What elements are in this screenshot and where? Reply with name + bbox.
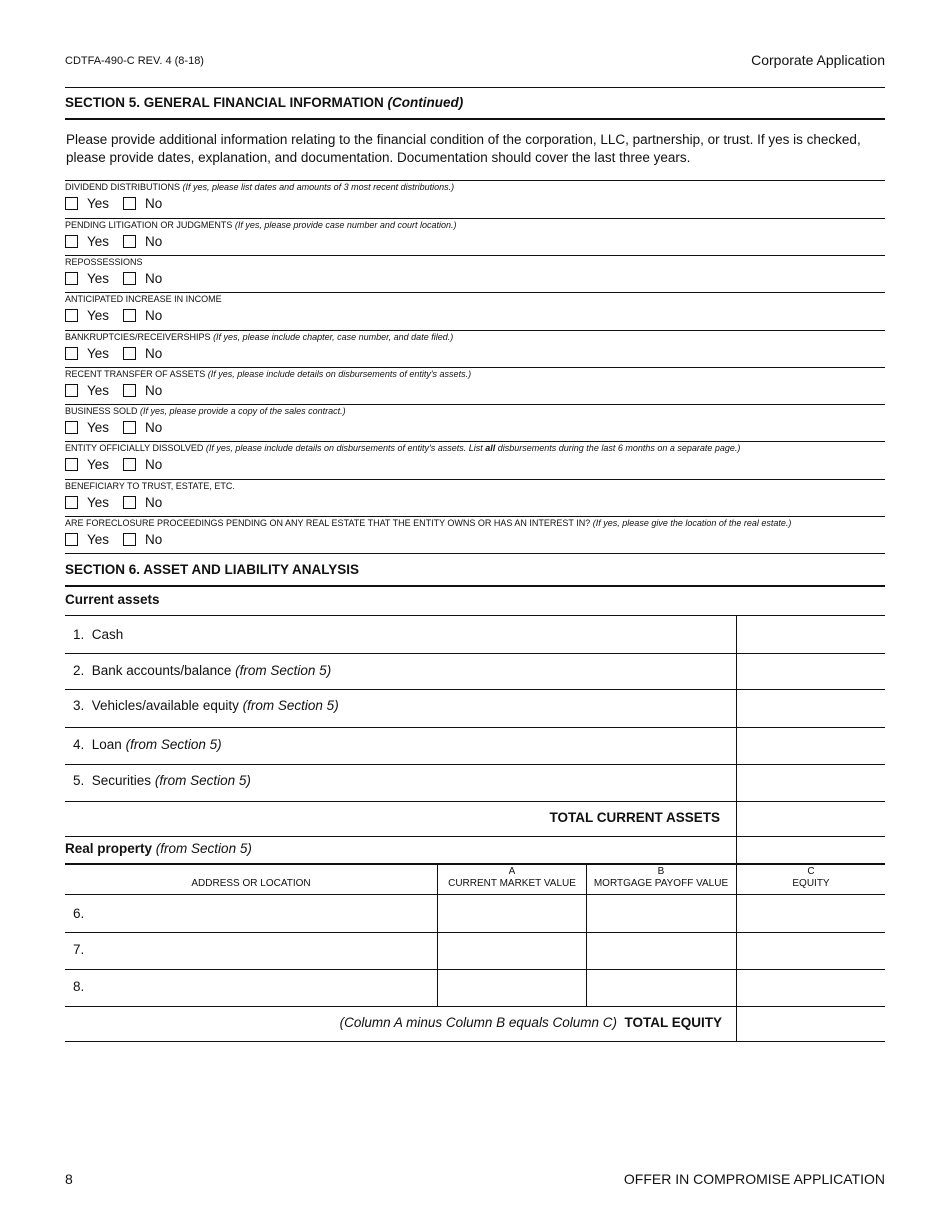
section5-title: SECTION 5. GENERAL FINANCIAL INFORMATION (Continued) bbox=[65, 95, 464, 110]
no-checkbox[interactable] bbox=[123, 347, 136, 360]
divider bbox=[65, 87, 885, 88]
property-row: 8. bbox=[65, 969, 885, 1007]
property-row: 6. bbox=[65, 894, 885, 933]
yes-checkbox[interactable] bbox=[65, 458, 78, 471]
asset-row-securities: 5. Securities (from Section 5) bbox=[65, 764, 885, 802]
address-field[interactable] bbox=[95, 933, 435, 969]
total-equity-row bbox=[65, 1006, 885, 1042]
section5-intro: Please provide additional information relating to the financial condition of the corporation, LLC, partnership, or trust. If yes is checked, please provide dates, explanation, and documentation. Documentation should cover the last three years. bbox=[66, 132, 861, 165]
total-equity-field[interactable] bbox=[737, 1007, 884, 1041]
yes-checkbox[interactable] bbox=[65, 384, 78, 397]
question-foreclosure bbox=[65, 516, 885, 554]
no-label: No bbox=[145, 495, 163, 510]
vehicles-amount-field[interactable] bbox=[737, 690, 884, 727]
real-property-row bbox=[65, 836, 885, 864]
mortgage-payoff-column-header: B MORTGAGE PAYOFF VALUE bbox=[593, 866, 729, 889]
question-label: PENDING LITIGATION OR JUDGMENTS (If yes, please provide case number and court location.) bbox=[65, 220, 457, 230]
mortgage-payoff-field[interactable] bbox=[587, 895, 734, 932]
no-checkbox[interactable] bbox=[123, 458, 136, 471]
mortgage-payoff-field[interactable] bbox=[587, 970, 734, 1006]
real-property-label: Real property bbox=[65, 841, 153, 856]
question-label: BANKRUPTCIES/RECEIVERSHIPS (If yes, please include chapter, case number, and date filed.) bbox=[65, 332, 454, 342]
question-label: DIVIDEND DISTRIBUTIONS (If yes, please list dates and amounts of 3 most recent distributions.) bbox=[65, 182, 455, 192]
question-entity-dissolved bbox=[65, 441, 885, 479]
yes-label: Yes bbox=[87, 308, 110, 323]
yes-label: Yes bbox=[87, 271, 110, 286]
yes-checkbox[interactable] bbox=[65, 496, 78, 509]
address-field[interactable] bbox=[95, 970, 435, 1006]
no-label: No bbox=[145, 234, 163, 249]
asset-row-loan: 4. Loan (from Section 5) bbox=[65, 727, 885, 765]
bank-accounts-amount-field[interactable] bbox=[737, 654, 884, 689]
yes-checkbox[interactable] bbox=[65, 421, 78, 434]
question-repossessions bbox=[65, 255, 885, 293]
page-number: 8 bbox=[65, 1171, 73, 1187]
question-pending-litigation bbox=[65, 218, 885, 256]
question-business-sold bbox=[65, 404, 885, 442]
mortgage-payoff-field[interactable] bbox=[587, 933, 734, 969]
form-page bbox=[65, 0, 885, 1230]
no-checkbox[interactable] bbox=[123, 235, 136, 248]
question-label: RECENT TRANSFER OF ASSETS (If yes, please include details on disbursements of entity's assets.) bbox=[65, 369, 472, 379]
divider bbox=[65, 585, 885, 587]
yes-label: Yes bbox=[87, 196, 110, 211]
no-checkbox[interactable] bbox=[123, 496, 136, 509]
no-label: No bbox=[145, 346, 163, 361]
address-field[interactable] bbox=[95, 895, 435, 932]
divider bbox=[65, 863, 885, 865]
total-current-assets-row bbox=[65, 801, 885, 837]
no-checkbox[interactable] bbox=[123, 421, 136, 434]
question-label: ARE FORECLOSURE PROCEEDINGS PENDING ON ANY REAL ESTATE THAT THE ENTITY OWNS OR HAS AN INTEREST IN? (If yes, please give the location of the real estate.) bbox=[65, 518, 792, 528]
address-column-header: ADDRESS OR LOCATION bbox=[191, 878, 311, 889]
footer-title: OFFER IN COMPROMISE APPLICATION bbox=[623, 1171, 885, 1187]
no-label: No bbox=[145, 308, 163, 323]
equity-formula-note: (Column A minus Column B equals Column C) bbox=[339, 1015, 617, 1030]
asset-row-vehicles: 3. Vehicles/available equity (from Section 5) bbox=[65, 689, 885, 728]
total-current-assets-field[interactable] bbox=[737, 802, 884, 836]
no-checkbox[interactable] bbox=[123, 197, 136, 210]
yes-checkbox[interactable] bbox=[65, 533, 78, 546]
question-label: BUSINESS SOLD (If yes, please provide a copy of the sales contract.) bbox=[65, 406, 346, 416]
yes-checkbox[interactable] bbox=[65, 347, 78, 360]
yes-checkbox[interactable] bbox=[65, 235, 78, 248]
yes-checkbox[interactable] bbox=[65, 309, 78, 322]
asset-row-cash: 1. Cash bbox=[65, 615, 885, 654]
question-label: ANTICIPATED INCREASE IN INCOME bbox=[65, 294, 222, 304]
no-label: No bbox=[145, 383, 163, 398]
no-label: No bbox=[145, 271, 163, 286]
loan-amount-field[interactable] bbox=[737, 728, 884, 764]
question-label: REPOSSESSIONS bbox=[65, 257, 143, 267]
equity-field[interactable] bbox=[737, 970, 884, 1006]
market-value-field[interactable] bbox=[438, 895, 585, 932]
form-id: CDTFA-490-C REV. 4 (8-18) bbox=[65, 55, 204, 67]
yes-checkbox[interactable] bbox=[65, 197, 78, 210]
question-recent-transfer bbox=[65, 367, 885, 405]
market-value-field[interactable] bbox=[438, 970, 585, 1006]
yes-label: Yes bbox=[87, 234, 110, 249]
no-label: No bbox=[145, 532, 163, 547]
no-checkbox[interactable] bbox=[123, 309, 136, 322]
question-beneficiary bbox=[65, 479, 885, 517]
equity-field[interactable] bbox=[737, 895, 884, 932]
yes-checkbox[interactable] bbox=[65, 272, 78, 285]
no-checkbox[interactable] bbox=[123, 272, 136, 285]
equity-column-header: C EQUITY bbox=[792, 866, 830, 889]
yes-label: Yes bbox=[87, 495, 110, 510]
securities-amount-field[interactable] bbox=[737, 765, 884, 801]
question-dividend-distributions bbox=[65, 180, 885, 218]
form-title: Corporate Application bbox=[751, 52, 885, 68]
yes-label: Yes bbox=[87, 383, 110, 398]
column-divider bbox=[437, 864, 438, 1006]
no-checkbox[interactable] bbox=[123, 533, 136, 546]
divider bbox=[65, 1041, 885, 1042]
question-bankruptcies bbox=[65, 330, 885, 368]
cash-amount-field[interactable] bbox=[737, 616, 884, 653]
equity-field[interactable] bbox=[737, 933, 884, 969]
real-property-note: (from Section 5) bbox=[155, 841, 252, 856]
column-divider bbox=[586, 864, 587, 1006]
market-value-column-header: A CURRENT MARKET VALUE bbox=[448, 866, 576, 889]
yes-label: Yes bbox=[87, 420, 110, 435]
no-checkbox[interactable] bbox=[123, 384, 136, 397]
no-label: No bbox=[145, 457, 163, 472]
no-label: No bbox=[145, 420, 163, 435]
market-value-field[interactable] bbox=[438, 933, 585, 969]
yes-label: Yes bbox=[87, 457, 110, 472]
divider bbox=[65, 118, 885, 120]
total-current-assets-label: TOTAL CURRENT ASSETS bbox=[549, 810, 720, 825]
question-anticipated-increase bbox=[65, 292, 885, 330]
current-assets-label: Current assets bbox=[65, 592, 160, 607]
column-divider bbox=[736, 615, 737, 863]
yes-label: Yes bbox=[87, 346, 110, 361]
section6-title: SECTION 6. ASSET AND LIABILITY ANALYSIS bbox=[65, 562, 360, 577]
divider bbox=[65, 553, 885, 554]
asset-row-bank-accounts: 2. Bank accounts/balance (from Section 5) bbox=[65, 653, 885, 690]
total-equity-label: TOTAL EQUITY bbox=[624, 1015, 722, 1030]
property-row: 7. bbox=[65, 932, 885, 970]
column-divider bbox=[736, 864, 737, 1041]
question-label: ENTITY OFFICIALLY DISSOLVED (If yes, please include details on disbursements of entity's assets. List all disbursements during the last 6 months on a separate page.) bbox=[65, 443, 741, 453]
no-label: No bbox=[145, 196, 163, 211]
yes-label: Yes bbox=[87, 532, 110, 547]
question-label: BENEFICIARY TO TRUST, ESTATE, ETC. bbox=[65, 481, 235, 491]
